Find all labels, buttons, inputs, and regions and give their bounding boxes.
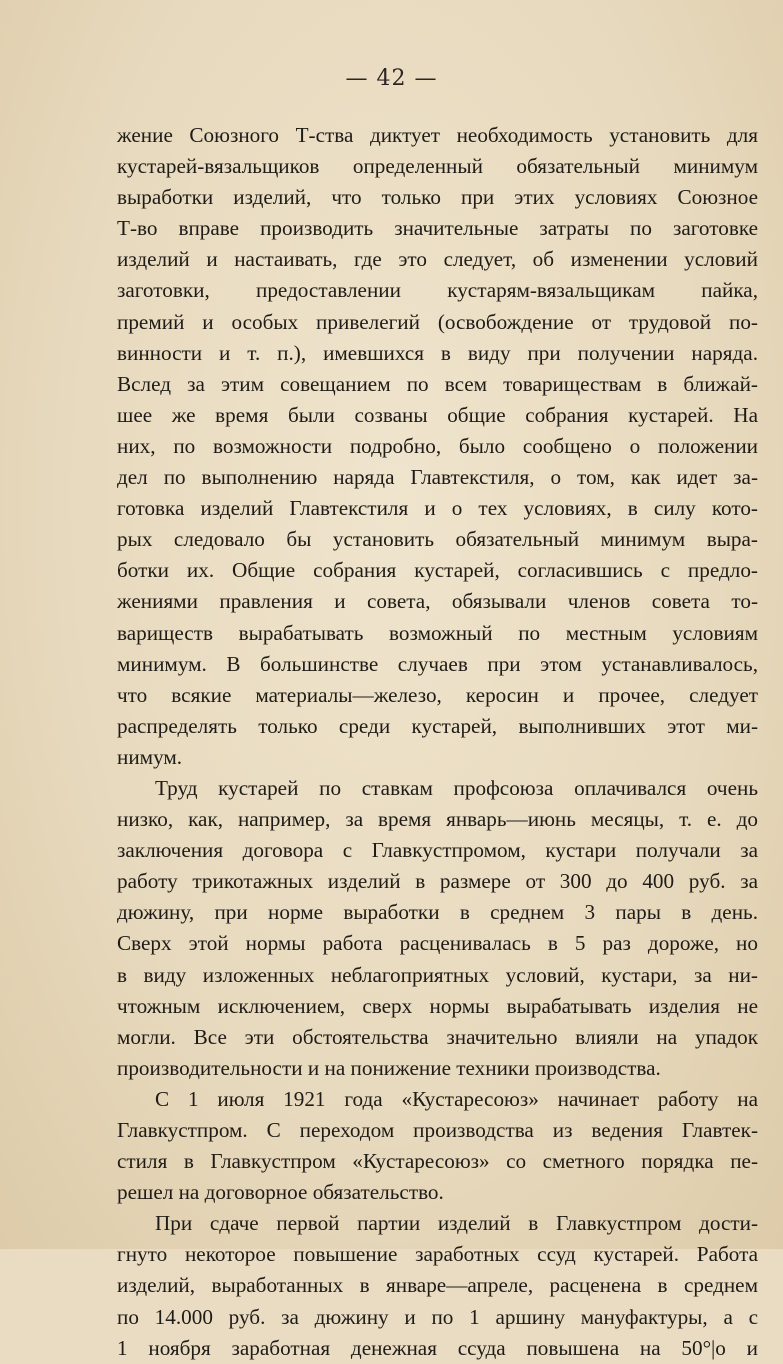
text-line: в виду изложенных неблагоприятных условий, кустари, за ни- [117, 962, 758, 987]
paragraph [117, 1084, 758, 1208]
page-number: — 42 — [345, 66, 438, 91]
text-line: дел по выполнению наряда Главтекстиля, о том, как идет за- [117, 465, 758, 490]
text-line: жение Союзного Т-ства диктует необходимость установить для [117, 123, 758, 147]
text-line: винности и т. п.), имевшихся в виду при получении наряда. [117, 340, 758, 365]
paragraph [117, 773, 758, 1084]
text-line: низко, как, например, за время январь—июнь месяцы, т. е. до [117, 807, 758, 832]
text-line: что всякие материалы—железо, керосин и прочее, следует [117, 682, 758, 707]
text-line: 1 ноября заработная денежная ссуда повышена на 50°|о и [117, 1335, 758, 1360]
text-line: Т-во вправе производить значительные затраты по заготовке [117, 216, 758, 241]
text-line: заготовки, предоставлении кустарям-вязальщикам пайка, [117, 278, 758, 303]
text-line: стиля в Главкустпром «Кустаресоюз» со сметного порядка пе- [117, 1149, 758, 1174]
text-line: С 1 июля 1921 года «Кустаресоюз» начинает работу на [155, 1086, 758, 1111]
text-line: минимум. В большинстве случаев при этом устанавливалось, [117, 651, 758, 676]
text-line: выработки изделий, что только при этих условиях Союзное [117, 185, 758, 210]
text-line: могли. Все эти обстоятельства значительно влияли на упадок [117, 1024, 758, 1049]
text-line: изделий, выработанных в январе—апреле, расценена в среднем [117, 1273, 758, 1298]
text-line: заключения договора с Главкустпромом, кустари получали за [117, 838, 758, 863]
text-line: Главкустпром. С переходом производства из ведения Главтек- [117, 1118, 758, 1142]
text-line: по 14.000 руб. за дюжину и по 1 аршину мануфактуры, а с [117, 1304, 758, 1329]
text-line: вариществ вырабатывать возможный по местным условиям [117, 620, 758, 645]
text-line: шее же время были созваны общие собрания кустарей. На [117, 402, 758, 427]
text-line: рых следовало бы установить обязательный минимум выра- [117, 527, 758, 552]
text-line: жениями правления и совета, обязывали членов совета то- [117, 589, 758, 614]
text-line: премий и особых привелегий (освобождение от трудовой по- [117, 309, 758, 334]
text-line: решел на договорное обязательство. [117, 1180, 444, 1205]
text-line: гнуто некоторое повышение заработных ссуд кустарей. Работа [117, 1242, 758, 1267]
text-line: Вслед за этим совещанием по всем товариществам в ближай- [117, 371, 758, 396]
text-line: готовка изделий Главтекстиля и о тех условиях, в силу кото- [117, 496, 758, 521]
text-line: кустарей-вязальщиков определенный обязательный минимум [117, 154, 758, 179]
text-line: распределять только среди кустарей, выполнивших этот ми- [117, 713, 758, 738]
text-line: Труд кустарей по ставкам профсоюза оплачивался очень [155, 775, 758, 800]
text-line: чтожным исключением, сверх нормы вырабатывать изделия не [117, 993, 758, 1018]
body-text [117, 120, 758, 1364]
text-line: нимум. [117, 744, 183, 769]
text-line: производительности и на понижение техники производства. [117, 1055, 661, 1080]
text-line: дюжину, при норме выработки в среднем 3 пары в день. [117, 900, 758, 925]
text-line: Сверх этой нормы работа расценивалась в 5 раз дороже, но [117, 931, 758, 956]
text-line: работу трикотажных изделий в размере от 300 до 400 руб. за [117, 869, 758, 894]
text-line: ботки их. Общие собрания кустарей, согласившись с предло- [117, 558, 758, 583]
text-line: При сдаче первой партии изделий в Главкустпром дости- [155, 1211, 758, 1236]
text-line: них, по возможности подробно, было сообщено о положении [117, 433, 758, 458]
paragraph [117, 120, 758, 773]
text-line: изделий и настаивать, где это следует, об изменении условий [117, 247, 758, 272]
paragraph [117, 1208, 758, 1363]
